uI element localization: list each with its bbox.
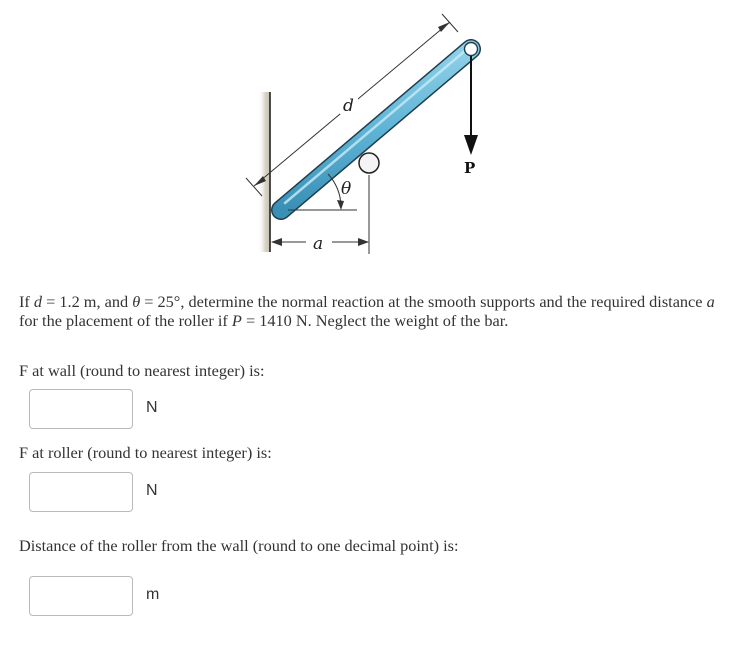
statement-d-value: = 1.2 m, and	[42, 292, 133, 311]
distance-unit: m	[146, 586, 160, 603]
wall	[258, 92, 270, 252]
statement-mid: for the placement of the roller if	[19, 311, 232, 330]
label-a: a	[313, 234, 324, 254]
statement-theta-value: = 25°, determine the normal reaction at the smooth supports and the required distance	[140, 292, 707, 311]
statement-P-value: = 1410 N. Neglect the weight of the bar.	[241, 311, 509, 330]
wall-force-input[interactable]	[29, 389, 133, 429]
question-distance-prompt: Distance of the roller from the wall (round to one decimal point) is:	[19, 536, 459, 555]
symbol-d: d	[33, 292, 43, 311]
question-roller-force-prompt: F at roller (round to nearest integer) is:	[19, 443, 272, 462]
label-theta: θ	[341, 179, 352, 199]
wall-force-unit: N	[146, 399, 158, 416]
roller	[359, 153, 379, 173]
statics-diagram	[0, 0, 753, 280]
label-d: d	[343, 96, 354, 116]
bar	[281, 43, 478, 211]
symbol-theta: θ	[132, 292, 141, 311]
distance-input[interactable]	[29, 576, 133, 616]
statement-if: If	[19, 292, 34, 311]
force-P	[464, 56, 478, 177]
symbol-P: P	[231, 311, 242, 330]
question-wall-force-prompt: F at wall (round to nearest integer) is:	[19, 361, 265, 380]
roller-force-unit: N	[146, 482, 158, 499]
problem-statement	[19, 292, 731, 330]
label-P: P	[464, 159, 476, 177]
dimension-d	[246, 14, 458, 196]
roller-force-input[interactable]	[29, 472, 133, 512]
symbol-a: a	[706, 292, 715, 311]
pin-top	[465, 43, 478, 56]
